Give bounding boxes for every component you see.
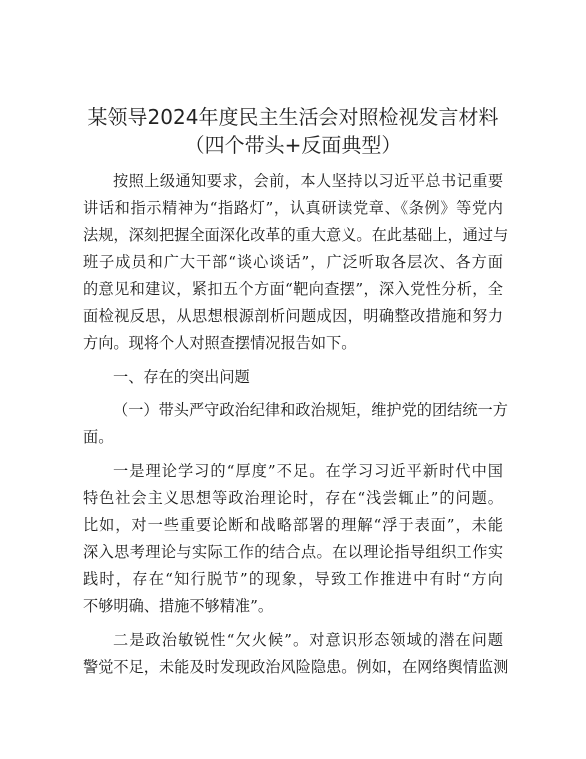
section-heading: 一、存在的突出问题 [113,368,250,386]
body-line: 一是理论学习的“厚度”不足。在学习习近平新时代中国 [113,462,503,480]
body-line: 按照上级通知要求，会前，本人坚持以习近平总书记重要 [113,172,503,190]
body-line: 面检视反思，从思想根源剖析问题成因，明确整改措施和努力 [83,307,503,325]
body-line: 法规，深刻把握全面深化改革的重大意义。在此基础上，通过与 [83,226,509,244]
body-line: 比如，对一些重要论断和战略部署的理解“浮于表面”，未能 [83,516,503,534]
document-subtitle: （四个带头+反面典型） [184,133,402,157]
body-line: 的意见和建议，紧扣五个方面“靶向查摆”，深入党性分析，全 [83,280,503,298]
body-line: 班子成员和广大干部“谈心谈话”，广泛听取各层次、各方面 [83,253,503,271]
body-line: 二是政治敏锐性“欠火候”。对意识形态领域的潜在问题 [113,631,503,649]
body-line: 警觉不足，未能及时发现政治风险隐患。例如，在网络舆情监测 [83,658,509,676]
body-line: 践时，存在“知行脱节”的现象，导致工作推进中有时“方向 [83,570,503,588]
body-line: 讲话和指示精神为“指路灯”，认真研读党章、《条例》等党内 [83,199,503,217]
body-line: 特色社会主义思想等政治理论时，存在“浅尝辄止”的问题。 [83,489,503,507]
body-line: 不够明确、措施不够精准”。 [83,597,274,615]
body-line: 方向。现将个人对照查摆情况报告如下。 [83,334,357,352]
body-line: 深入思考理论与实际工作的结合点。在以理论指导组织工作实 [83,543,503,561]
subsection-heading-continued: 面。 [83,428,114,446]
subsection-heading: （一）带头严守政治纪律和政治规矩，维护党的团结统一方 [113,401,508,419]
document-title: 某领导2024年度民主生活会对照检视发言材料 [87,105,499,129]
